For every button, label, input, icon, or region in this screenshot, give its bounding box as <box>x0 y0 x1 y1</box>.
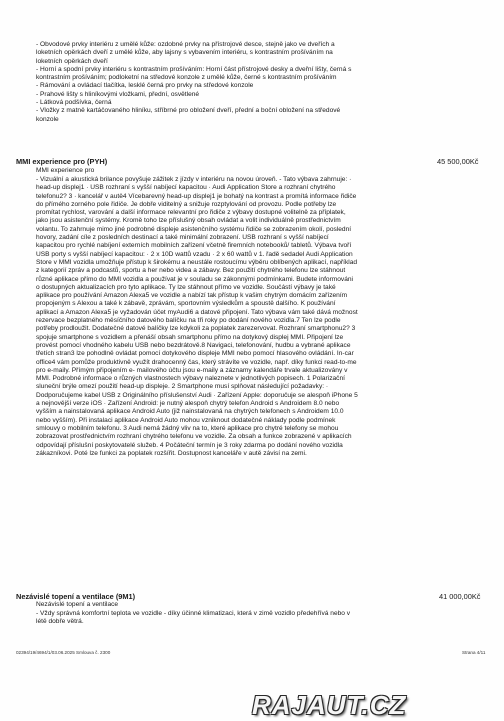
footer-reference: 02394/19/4694/1/03.06.2025 Smlouva č. 2300 <box>16 650 111 655</box>
section-title-heating: Nezávislé topení a ventilace (9M1) <box>16 592 136 601</box>
list-item: - Rámování a ovládací tlačítka, lesklé černá pro prvky na středové konzole <box>36 82 254 90</box>
price-mmi: 45 500,00Kč <box>437 157 479 166</box>
list-item: - Obvodové prvky interiéru z umělé kůže: ozdobné prvky na přístrojové desce, stejně jako ve dveřích a loketních opěrkách dveří z umělé kůže, aby lajsny s vybavením interiéru, s kontrastním prošíváním na loketních opěrkách dveří <box>36 41 335 65</box>
list-item: - Horní a spodní prvky interiéru s kontrastním prošíváním: Horní část přístrojové desky a dveřní lišty, černá s kontrastním prošíváním; podloketní na středové konzole z umělé kůže, černé s kontrastním prošíváním <box>36 65 352 82</box>
section-body-mmi: - Vizuální a akustická brilance povyšuje zážitek z jízdy v interiéru na novou úroveň. - Tato výbava zahrnuje: · head-up displej1 · USB rozhraní s vyšší nabíjecí kapacitou · Audi Application Store a rozhraní chytrého telefonu2? 3 · kancelář v autě4 Vícebarevný head-up displej1 je bohatý na kontrast a promítá informace řidiče do přímého zorného pole řidiče. Je dobře viditelný a snižuje rozptylování od provozu. Podle potřeby lze promítat rychlost, varování a další informace relevantní pro řidiče z výbavy dostupné volitelně za příplatek, jako jsou asistenční systémy. Kromě toho lze příslušný obsah ovládat a volit individuálně prostřednictvím volantu. To zahrnuje mimo jiné podrobné displeje asistenčního systému řidiče se zobrazením okolí, poslední hovory, zadání cíle z posledních destinací a také minimální zobrazení. USB rozhraní s vyšší nabíjecí kapacitou pro rychlé nabíjení externích mobilních zařízení včetně firemních notebooků/ tabletů. Výbava tvoří USB porty s vyšší nabíjecí kapacitou: · 2 x 10D wattů vzadu · 2 x 60 wattů v 1. řadě sedadel Audi Application Store v MMI vozidla umožňuje přístup k širokému a neustále rostoucímu výběru oblíbených aplikací, například z kategorií zpráv a podcastů, sportu a her nebo videa a zábavy. Bez použití chytrého telefonu lze stáhnout různé aplikace přímo do MMI vozidla a používat je v souladu se zákonnými podmínkami. Budete informováni o dostupných aktualizacích pro tyto aplikace. Ty lze stáhnout přímo ve vozidle. Součástí výbavy je také aplikace pro používání Amazon Alexa5 ve vozidle a nabízí tak přístup k vašim chytrým domácím zařízením propojeným s Alexou a také k zábavě, zprávám, sportovním výsledkům a spoustě dalšího. K používání aplikací a Amazon Alexa5 je vyžadován účet myAudi6 a datové připojení. Tato výbava vám také dává možnost rezervace bezplatného měsíčního datového balíčku na tři roky po dodání nového vozidla.7 Ten lze podle potřeby prodloužit. Dodatečné datové balíčky lze kdykoli za poplatek zarezervovat. Rozhraní smartphonu2? 3 spojuje smartphone s vozidlem a přenáší obsah smartphonu přímo na dotykový displej MMI. Připojení lze provést pomocí vhodného kabelu USB nebo bezdrátově.8 Navigaci, telefonování, hudbu a vybrané aplikace třetích stran3 lze pohodlně ovládat pomocí dotykového displeje MMI nebo pomocí hlasového ovládání. In-car office4 vám pomůže produktivně využít drahocenný čas, který strávíte ve vozidle, např. díky funkci read-to-me pro e-maily. Přímým připojením e- mailového účtu jsou e-maily a záznamy kalendáře trvale aktualizovány v MMI. Podrobné informace o různých vlastnostech výbavy naleznete v jednotlivých popisech. 1 Polarizační sluneční brýle omezí použití head-up displeje. 2 Smartphone musí splňovat následující požadavky: · Dodporučujeme kabel USB z Originálního příslušenství Audi · Zařízení Apple: doporučuje se alespoň iPhone 5 a nejnovější verze iOS · Zařízení Android: je nutný alespoň chytrý telefon Android s Androidem 8.0 nebo vyšším a nainstalovaná aplikace Android Auto (již nainstalovaná na chytrých telefonech s Androidem 10.0 nebo vyšším). Při instalaci aplikace Android Auto mohou vzniknout dodatečné náklady podle podmínek smlouvy o mobilním telefonu. 3 Audi nemá žádný vliv na to, které aplikace pro chytré telefony se mohou zobrazovat prostřednictvím rozhraní chytrého telefonu ve vozidle. Za obsah a funkce zobrazené v aplikacích odpovídají příslušní poskytovatelé služeb. 4 Počáteční termín je 3 roky zdarma po dodání nového vozidla zákazníkovi. Poté lze funkci za poplatek rozšířit. Dostupnost kanceláře v autě závisí na zemi. <box>36 176 358 457</box>
section-subtitle-heating: Nezávislé topení a ventilace <box>36 601 119 608</box>
list-item: - Vložky z matně kartáčovaného hliníku, stříbrné pro obložení dveří, přední a boční obložení na středové konzole <box>36 107 341 123</box>
list-item: - Látková podšívka, černá <box>36 99 112 107</box>
section-subtitle-mmi: MMI experience pro <box>36 167 95 174</box>
list-item: - Prahové lišty s hliníkovými vložkami, přední, osvětlené <box>36 90 200 98</box>
section-body-heating: - Vždy správná komfortní teplota ve vozidle - díky účinné klimatizaci, která v zimě vozidlo předehřívá nebo v létě dobře větrá. <box>36 610 351 626</box>
price-heating: 41 000,00Kč <box>439 592 481 601</box>
section-title-mmi: MMI experience pro (PYH) <box>16 157 108 166</box>
interior-features-list <box>36 41 358 124</box>
footer-page-number: Strana 4/11 <box>462 650 486 655</box>
watermark-logo: RAJAUT.CZ <box>252 690 407 720</box>
